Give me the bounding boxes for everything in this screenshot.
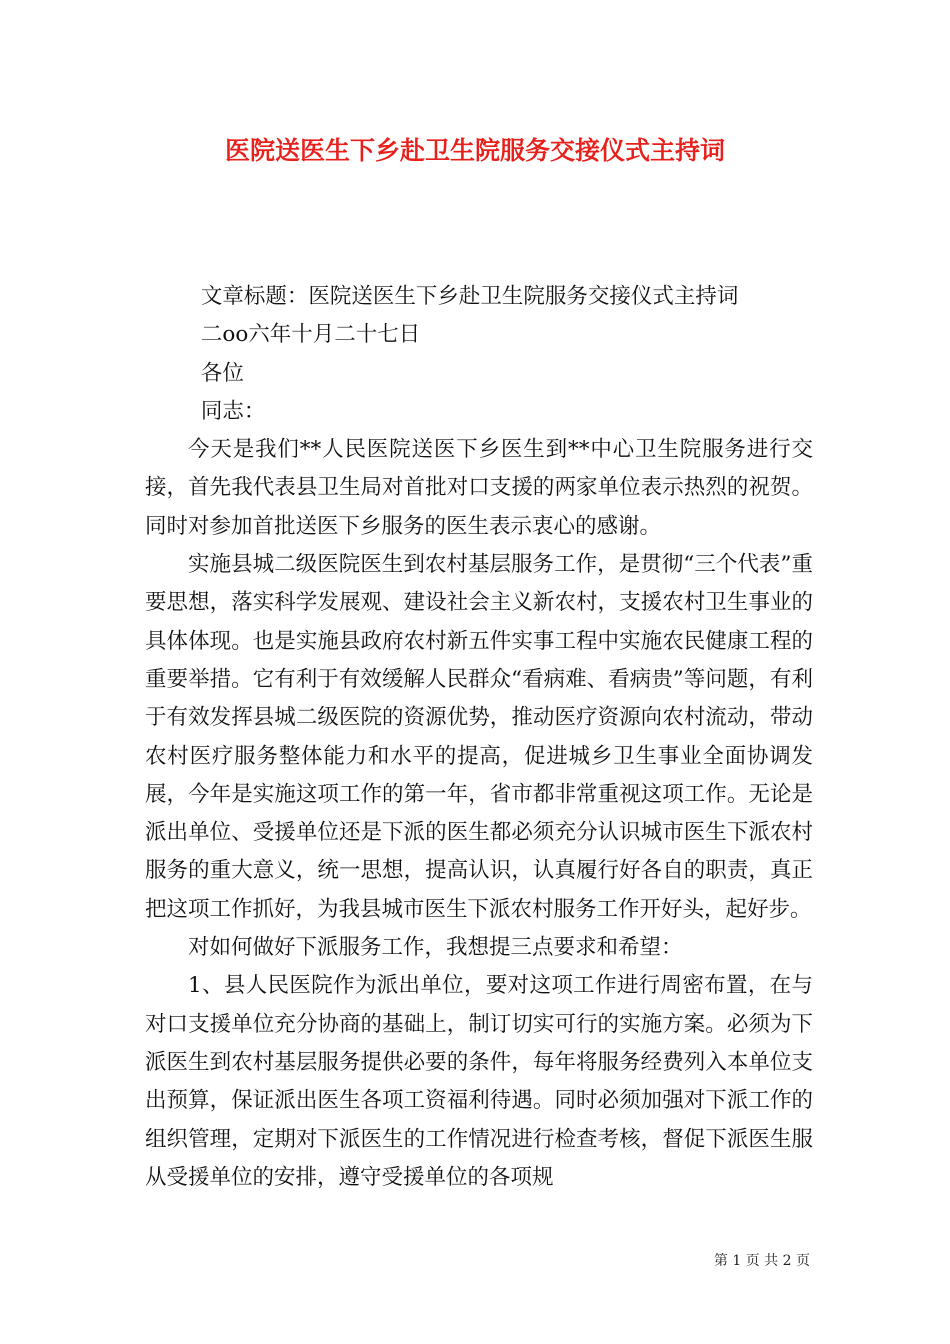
paragraph: 实施县城二级医院医生到农村基层服务工作，是贯彻“三个代表”重要思想，落实科学发展观、建设社会主义新农村，支援农村卫生事业的具体体现。也是实施县政府农村新五件实事工程中实施农民健康工程的重要举措。它有利于有效缓解人民群众“看病难、看病贵”等问题，有利于有效发挥县城二级医院的资源优势，推动医疗资源向农村流动，带动农村医疗服务整体能力和水平的提高，促进城乡卫生事业全面协调发展，今年是实施这项工作的第一年，省市都非常重视这项工作。无论是派出单位、受援单位还是下派的医生都必须充分认识城市医生下派农村服务的重大意义，统一思想，提高认识，认真履行好各自的职责，真正把这项工作抓好，为我县城市医生下派农村服务工作开好头，起好步。 [145,552,813,922]
page-number: 第 1 页 共 2 页 [713,1253,810,1269]
date-line: 二oo六年十月二十七日 [200,322,421,348]
document-body [145,278,813,1197]
paragraph: 1、县人民医院作为派出单位，要对这项工作进行周密布置，在与对口支援单位充分协商的基础上，制订切实可行的实施方案。必须为下派医生到农村基层服务提供必要的条件，每年将服务经费列入本单位支出预算，保证派出医生各项工资福利待遇。同时必须加强对下派工作的组织管理，定期对下派医生的工作情况进行检查考核，督促下派医生服从受援单位的安排，遵守受援单位的各项规 [145,973,813,1190]
salutation-line: 同志： [200,398,266,424]
paragraph: 今天是我们**人民医院送医下乡医生到**中心卫生院服务进行交接，首先我代表县卫生局对首批对口支援的两家单位表示热烈的祝贺。同时对参加首批送医下乡服务的医生表示衷心的感谢。 [145,437,813,539]
document-title: 医院送医生下乡赴卫生院服务交接仪式主持词 [224,136,725,165]
salutation-line: 各位 [200,360,244,386]
paragraph: 对如何做好下派服务工作，我想提三点要求和希望： [188,935,683,961]
article-title-line: 文章标题：医院送医生下乡赴卫生院服务交接仪式主持词 [200,284,739,309]
